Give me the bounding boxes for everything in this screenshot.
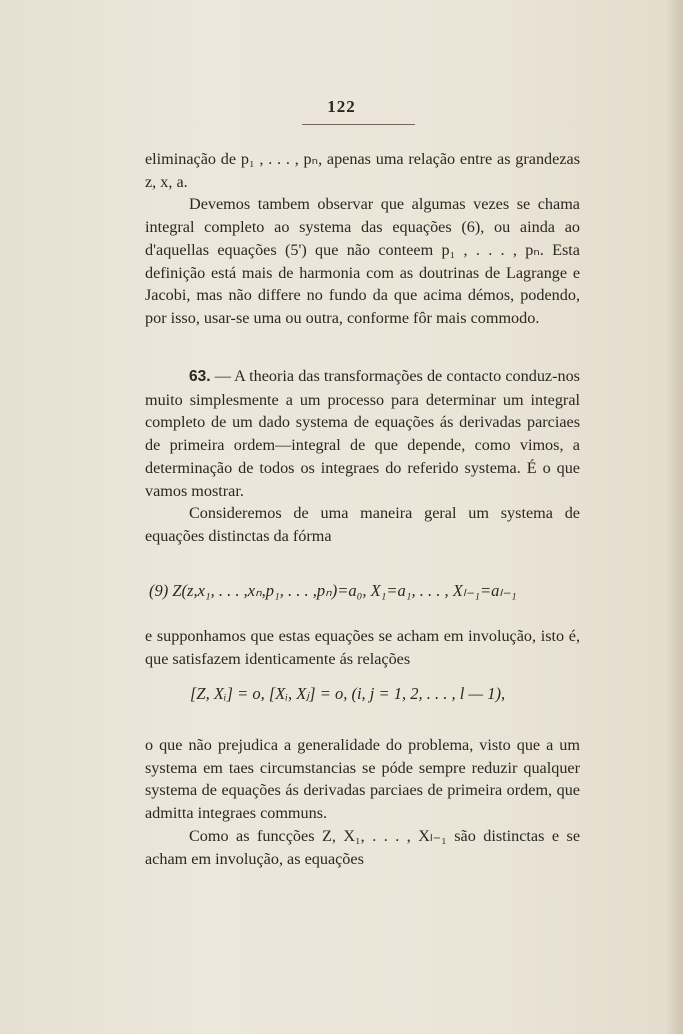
paragraph-2: Devemos tambem observar que algumas vezes se chama integral completo ao systema das equações (6), ou ainda ao d'aquellas equações (5') que não conteem p₁ , . . . , pₙ. Esta definição está mais de harmonia com as doutrinas de Lagrange e Jacobi, mas não differe no fundo da que acima démos, podendo, por isso, usar-se uma ou outra, conforme fôr mais commodo. xyxy=(145,195,580,327)
page-edge-shadow xyxy=(666,0,680,1034)
paragraph-7: Como as funcções Z, X₁, . . . , Xₗ₋₁ são distinctas e se acham em involução, as equações xyxy=(145,826,580,868)
paragraph-6: o que não prejudica a generalidade do problema, visto que a um systema em taes circumstancias se póde sempre reduzir qualquer systema de equações ás derivadas parciaes de primeira ordem, que admitta integraes communs. xyxy=(145,736,580,823)
paragraph-1: eliminação de p₁ , . . . , pₙ, apenas uma relação entre as grandezas z, x, a. xyxy=(145,150,580,191)
equation-brackets: [Z, Xᵢ] = o, [Xᵢ, Xⱼ] = o, (i, j = 1, 2, . . . , l — 1), xyxy=(190,684,506,703)
page-number: 122 xyxy=(327,97,356,116)
header-rule xyxy=(302,124,415,125)
paragraph-4: Consideremos de uma maneira geral um systema de equações distinctas da fórma xyxy=(145,504,580,545)
paragraph-3 xyxy=(145,365,580,502)
paragraph-3-text: — A theoria das transformações de contacto conduz-nos muito simplesmente a um processo para determinar um integral completo de um dado systema de equações ás derivadas parciaes de primeira ordem—integral de que depende, como vimos, a determinação de todos os integraes do referido systema. É o que vamos mostrar. xyxy=(145,367,580,500)
text-block-bottom xyxy=(145,734,580,870)
text-block-top xyxy=(145,148,580,330)
text-block-section-63 xyxy=(145,365,580,548)
paragraph-5: e supponhamos que estas equações se acham em involução, isto é, que satisfazem identicamente ás relações xyxy=(145,627,580,668)
section-number: 63. xyxy=(189,368,211,385)
text-block-involution xyxy=(145,625,580,670)
equation-9: (9) Z(z,x₁, . . . ,xₙ,p₁, . . . ,pₙ)=a₀, X₁=a₁, . . . , Xₗ₋₁=aₗ₋₁ xyxy=(149,581,517,600)
